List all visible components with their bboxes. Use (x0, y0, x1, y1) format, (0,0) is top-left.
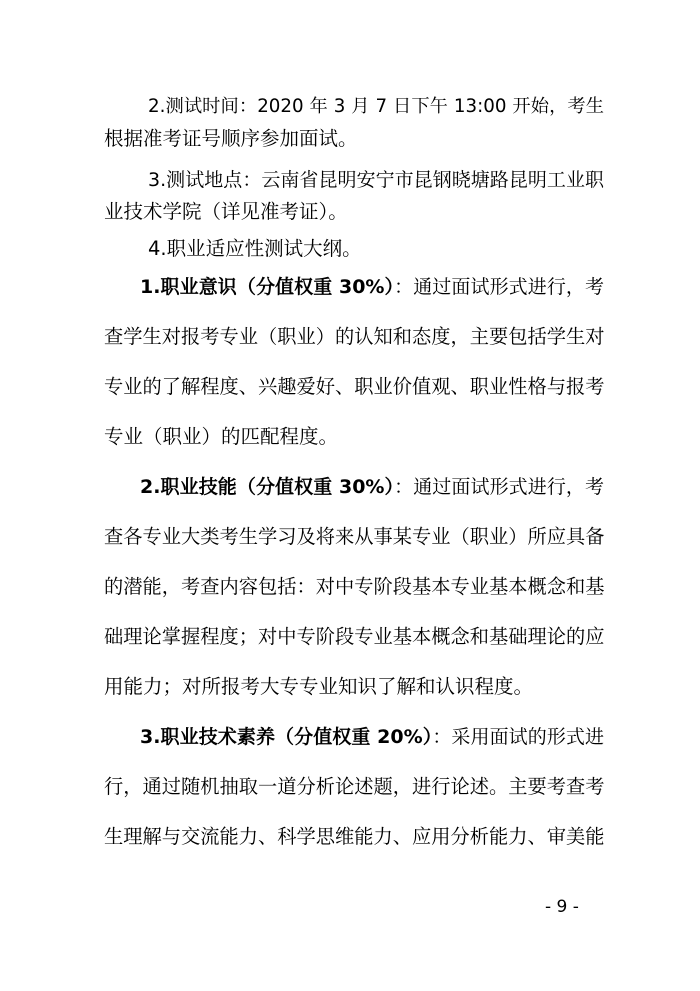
paragraph-career-skills-line-5: 用能力；对所报考大专专业知识了解和认识程度。 (104, 675, 534, 698)
paragraph-test-time-line-2: 根据准考证号顺序参加面试。 (104, 127, 358, 150)
career-skills-lead: 2.职业技能（分值权重 30%） (140, 476, 395, 498)
career-awareness-text: ：通过面试形式进行，考 (394, 276, 604, 298)
paragraph-career-awareness-line-4: 专业（职业）的匹配程度。 (104, 425, 339, 448)
paragraph-career-skills-line-1 (140, 474, 604, 500)
paragraph-career-skills-line-2: 查各专业大类考生学习及将来从事某专业（职业）所应具备 (104, 525, 605, 548)
paragraph-technical-literacy-line-3: 生理解与交流能力、科学思维能力、应用分析能力、审美能 (104, 825, 605, 848)
paragraph-career-awareness-line-3: 专业的了解程度、兴趣爱好、职业价值观、职业性格与报考 (104, 375, 605, 398)
paragraph-career-skills-line-4: 础理论掌握程度；对中专阶段专业基本概念和基础理论的应 (104, 625, 605, 648)
technical-literacy-lead: 3.职业技术素养（分值权重 20%） (140, 726, 433, 748)
paragraph-technical-literacy-line-1 (140, 724, 604, 750)
paragraph-test-location-line-2: 业技术学院（详见准考证）。 (104, 200, 348, 223)
page-number: - 9 - (545, 897, 579, 917)
paragraph-career-skills-line-3: 的潜能，考查内容包括：对中专阶段基本专业基本概念和基 (104, 575, 605, 598)
paragraph-test-time-line-1: 2.测试时间：2020 年 3 月 7 日下午 13:00 开始，考生 (148, 96, 604, 117)
career-awareness-lead: 1.职业意识（分值权重 30%） (140, 276, 395, 298)
paragraph-career-awareness-line-1 (140, 274, 604, 300)
paragraph-career-awareness-line-2: 查学生对报考专业（职业）的认知和态度，主要包括学生对 (104, 325, 605, 348)
paragraph-outline-heading: 4.职业适应性测试大纲。 (148, 237, 362, 260)
technical-literacy-text: ：采用面试的形式进 (432, 726, 604, 748)
paragraph-test-location-line-1: 3.测试地点：云南省昆明安宁市昆钢晓塘路昆明工业职 (148, 169, 604, 191)
paragraph-technical-literacy-line-2: 行，通过随机抽取一道分析论述题，进行论述。主要考查考 (104, 775, 605, 798)
career-skills-text: ：通过面试形式进行，考 (394, 476, 604, 498)
